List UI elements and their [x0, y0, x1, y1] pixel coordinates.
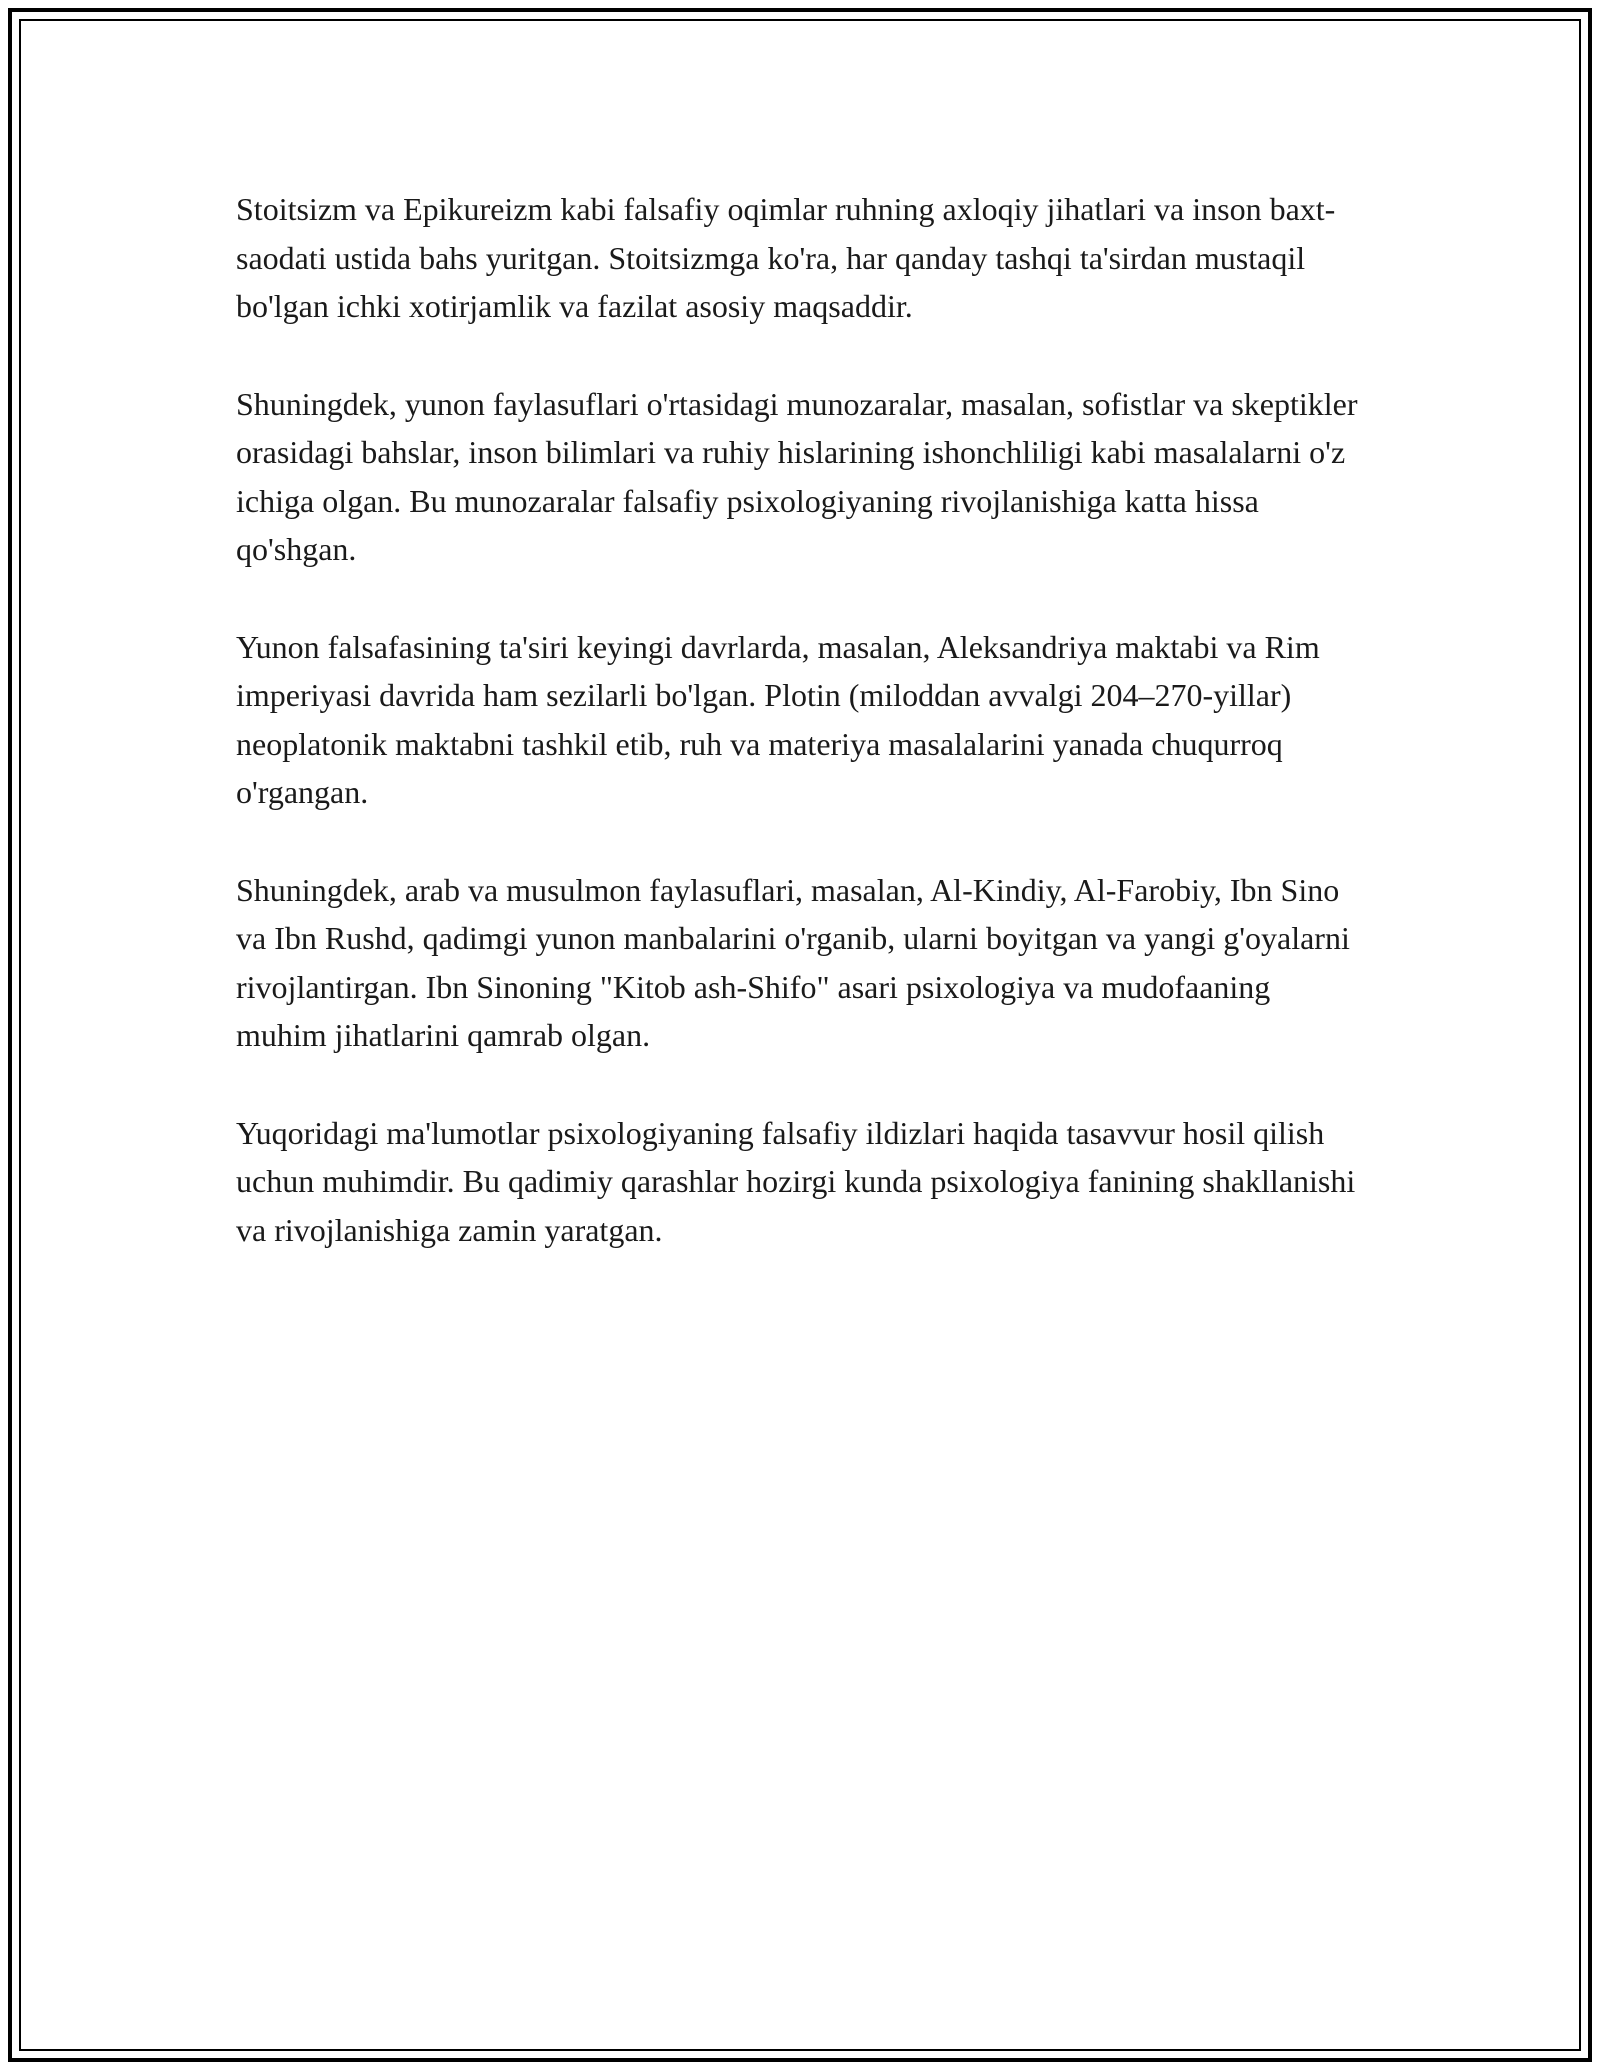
paragraph-greek-debates: Shuningdek, yunon faylasuflari o'rtasidagi munozaralar, masalan, sofistlar va skeptikler orasidagi bahslar, inson bilimlari va ruhiy hislarining ishonchliligi kabi masalalarni o'z ichiga olgan. Bu munozaralar falsafiy psixologiyaning rivojlanishiga katta hissa qo'shgan. [236, 385, 1358, 567]
paragraph-neoplatonism: Yunon falsafasining ta'siri keyingi davrlarda, masalan, Aleksandriya maktabi va Rim imperiyasi davrida ham sezilarli bo'lgan. Plotin (miloddan avvalgi 204–270-yillar) neoplatonik maktabni tashkil etib, ruh va materiya masalalarini yanada chuqurroq o'rgangan. [236, 628, 1320, 810]
document-body [236, 185, 1366, 1303]
paragraph-stoicism: Stoitsizm va Epikureizm kabi falsafiy oqimlar ruhning axloqiy jihatlari va inson baxt-saodati ustida bahs yuritgan. Stoitsizmga ko'ra, har qanday tashqi ta'sirdan mustaqil bo'lgan ichki xotirjamlik va fazilat asosiy maqsaddir. [236, 191, 1336, 324]
paragraph-conclusion: Yuqoridagi ma'lumotlar psixologiyaning falsafiy ildizlari haqida tasavvur hosil qilish uchun muhimdir. Bu qadimiy qarashlar hozirgi kunda psixologiya fanining shakllanishi va rivojlanishiga zamin yaratgan. [236, 1114, 1356, 1248]
paragraph-islamic-philosophers: Shuningdek, arab va musulmon faylasuflari, masalan, Al-Kindiy, Al-Farobiy, Ibn Sino va Ibn Rushd, qadimgi yunon manbalarini o'rganib, ularni boyitgan va yangi g'oyalarni rivojlantirgan. Ibn Sinoning "Kitob ash-Shifo" asari psixologiya va mudofaaning muhim jihatlarini qamrab olgan. [236, 871, 1350, 1053]
